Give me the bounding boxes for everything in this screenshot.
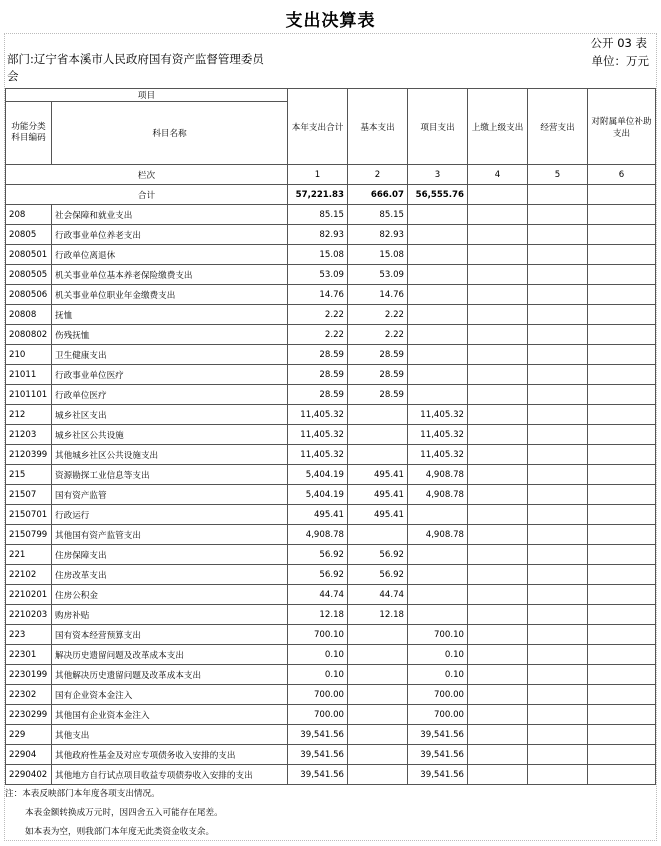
row-subject: 行政单位离退休 <box>52 245 288 265</box>
row-value <box>528 705 588 725</box>
row-value <box>348 645 408 665</box>
row-value <box>468 345 528 365</box>
row-subject: 抚恤 <box>52 305 288 325</box>
row-value <box>468 525 528 545</box>
row-value: 56.92 <box>348 565 408 585</box>
row-value: 44.74 <box>288 585 348 605</box>
row-value <box>408 245 468 265</box>
table-row <box>6 245 656 265</box>
row-value <box>468 665 528 685</box>
row-value <box>408 285 468 305</box>
row-value <box>588 365 656 385</box>
row-value <box>528 505 588 525</box>
row-subject: 其他城乡社区公共设施支出 <box>52 445 288 465</box>
row-value <box>528 445 588 465</box>
row-value: 44.74 <box>348 585 408 605</box>
row-value: 56.92 <box>288 545 348 565</box>
table-row <box>6 445 656 465</box>
row-code: 2080506 <box>6 285 52 305</box>
row-value <box>588 545 656 565</box>
row-value: 700.00 <box>288 705 348 725</box>
row-code: 2290402 <box>6 765 52 785</box>
row-value <box>408 365 468 385</box>
row-value: 28.59 <box>348 345 408 365</box>
row-value <box>528 585 588 605</box>
colnum-cell: 3 <box>408 165 468 185</box>
row-value <box>588 685 656 705</box>
row-subject: 机关事业单位基本养老保险缴费支出 <box>52 265 288 285</box>
row-code: 2080505 <box>6 265 52 285</box>
table-row <box>6 605 656 625</box>
colnum-cell: 6 <box>588 165 656 185</box>
table-row <box>6 305 656 325</box>
row-value <box>408 605 468 625</box>
row-value <box>468 505 528 525</box>
row-value <box>528 265 588 285</box>
row-value <box>468 625 528 645</box>
row-value: 495.41 <box>348 485 408 505</box>
row-code: 22301 <box>6 645 52 665</box>
table-row <box>6 505 656 525</box>
row-code: 21203 <box>6 425 52 445</box>
row-value <box>588 345 656 365</box>
row-value: 15.08 <box>348 245 408 265</box>
row-value: 11,405.32 <box>288 425 348 445</box>
row-value <box>468 205 528 225</box>
row-value <box>588 505 656 525</box>
colnum-cell: 2 <box>348 165 408 185</box>
row-value <box>468 265 528 285</box>
row-value <box>468 405 528 425</box>
row-value <box>468 565 528 585</box>
row-value <box>588 445 656 465</box>
row-value <box>588 285 656 305</box>
row-code: 21011 <box>6 365 52 385</box>
row-value <box>588 325 656 345</box>
table-row <box>6 325 656 345</box>
row-value: 2.22 <box>288 305 348 325</box>
row-subject: 住房公积金 <box>52 585 288 605</box>
row-subject: 国有资本经营预算支出 <box>52 625 288 645</box>
row-value <box>348 665 408 685</box>
row-value: 39,541.56 <box>408 745 468 765</box>
row-value: 39,541.56 <box>288 725 348 745</box>
row-value <box>528 625 588 645</box>
row-value <box>528 425 588 445</box>
row-code: 21507 <box>6 485 52 505</box>
row-value <box>588 765 656 785</box>
sum-cell: 666.07 <box>348 185 408 205</box>
header-func-code: 功能分类科目编码 <box>6 102 52 165</box>
row-value <box>588 265 656 285</box>
notes <box>5 785 655 842</box>
sum-cell <box>588 185 656 205</box>
row-value <box>468 445 528 465</box>
row-subject: 行政事业单位养老支出 <box>52 225 288 245</box>
row-code: 2230299 <box>6 705 52 725</box>
row-value: 11,405.32 <box>288 405 348 425</box>
row-value <box>408 225 468 245</box>
table-row <box>6 425 656 445</box>
row-value <box>408 505 468 525</box>
row-value <box>528 565 588 585</box>
row-value <box>468 465 528 485</box>
row-value <box>348 705 408 725</box>
header-basic: 基本支出 <box>348 89 408 165</box>
row-value <box>468 425 528 445</box>
row-code: 22302 <box>6 685 52 705</box>
row-value: 28.59 <box>288 345 348 365</box>
row-value: 4,908.78 <box>408 485 468 505</box>
table-row <box>6 665 656 685</box>
row-value: 39,541.56 <box>408 765 468 785</box>
row-value: 85.15 <box>288 205 348 225</box>
row-value <box>588 705 656 725</box>
table-row <box>6 265 656 285</box>
table-row <box>6 725 656 745</box>
row-value <box>468 685 528 705</box>
row-value <box>528 765 588 785</box>
row-subject: 行政单位医疗 <box>52 385 288 405</box>
row-value <box>468 385 528 405</box>
row-value <box>468 485 528 505</box>
row-value: 28.59 <box>348 365 408 385</box>
row-code: 22904 <box>6 745 52 765</box>
row-value: 53.09 <box>348 265 408 285</box>
header-subject: 科目名称 <box>52 102 288 165</box>
row-value: 14.76 <box>348 285 408 305</box>
row-subject: 其他支出 <box>52 725 288 745</box>
unit-label: 单位：万元 <box>591 54 649 68</box>
row-subject: 解决历史遗留问题及改革成本支出 <box>52 645 288 665</box>
table-row <box>6 525 656 545</box>
row-value: 56.92 <box>348 545 408 565</box>
row-value: 495.41 <box>288 505 348 525</box>
row-code: 20805 <box>6 225 52 245</box>
table-code: 公开 03 表 <box>590 36 647 50</box>
row-subject: 行政事业单位医疗 <box>52 365 288 385</box>
row-value <box>408 265 468 285</box>
row-value <box>528 485 588 505</box>
row-value: 700.00 <box>288 685 348 705</box>
row-value: 700.10 <box>408 625 468 645</box>
row-subject: 购房补贴 <box>52 605 288 625</box>
row-code: 2210203 <box>6 605 52 625</box>
row-value: 28.59 <box>288 365 348 385</box>
row-value <box>348 445 408 465</box>
row-value <box>348 725 408 745</box>
table-row <box>6 285 656 305</box>
row-value <box>528 285 588 305</box>
colnum-cell: 1 <box>288 165 348 185</box>
row-value <box>348 765 408 785</box>
row-subject: 住房改革支出 <box>52 565 288 585</box>
row-value: 28.59 <box>288 385 348 405</box>
sum-row <box>6 185 656 205</box>
table-row <box>6 485 656 505</box>
row-code: 2080501 <box>6 245 52 265</box>
row-value: 0.10 <box>408 645 468 665</box>
row-subject: 其他国有资产监管支出 <box>52 525 288 545</box>
row-value <box>528 345 588 365</box>
table-row <box>6 385 656 405</box>
row-value <box>408 325 468 345</box>
sum-cell <box>528 185 588 205</box>
row-value <box>588 305 656 325</box>
note-line: 如本表为空，则我部门本年度无此类资金收支余。 <box>25 827 215 837</box>
row-subject: 城乡社区支出 <box>52 405 288 425</box>
row-subject: 其他政府性基金及对应专项债务收入安排的支出 <box>52 745 288 765</box>
row-value <box>528 545 588 565</box>
row-value <box>468 285 528 305</box>
row-value <box>528 465 588 485</box>
row-value <box>528 245 588 265</box>
row-value: 700.00 <box>408 705 468 725</box>
row-value <box>588 645 656 665</box>
row-value: 14.76 <box>288 285 348 305</box>
row-value: 12.18 <box>288 605 348 625</box>
row-value: 12.18 <box>348 605 408 625</box>
row-value: 0.10 <box>288 665 348 685</box>
row-value: 4,908.78 <box>288 525 348 545</box>
row-value <box>468 585 528 605</box>
row-value <box>528 385 588 405</box>
row-value <box>528 645 588 665</box>
row-value <box>528 225 588 245</box>
row-subject: 伤残抚恤 <box>52 325 288 345</box>
table-row <box>6 465 656 485</box>
row-value <box>348 745 408 765</box>
row-code: 2230199 <box>6 665 52 685</box>
table-row <box>6 565 656 585</box>
row-value: 5,404.19 <box>288 465 348 485</box>
expenditure-table <box>5 88 656 785</box>
row-value <box>588 405 656 425</box>
row-code: 221 <box>6 545 52 565</box>
department-name: 部门:辽宁省本溪市人民政府国有资产监督管理委员会 <box>7 52 264 83</box>
row-value <box>588 585 656 605</box>
row-value <box>588 665 656 685</box>
header-total: 本年支出合计 <box>288 89 348 165</box>
row-value: 15.08 <box>288 245 348 265</box>
row-code: 2120399 <box>6 445 52 465</box>
sum-cell <box>468 185 528 205</box>
row-value: 2.22 <box>348 325 408 345</box>
row-value: 4,908.78 <box>408 465 468 485</box>
header-item: 项目 <box>6 89 288 102</box>
row-value <box>528 685 588 705</box>
row-value <box>408 345 468 365</box>
row-value <box>348 625 408 645</box>
row-value <box>588 745 656 765</box>
row-value <box>348 525 408 545</box>
row-value <box>408 305 468 325</box>
row-value <box>528 745 588 765</box>
table-row <box>6 545 656 565</box>
row-value: 4,908.78 <box>408 525 468 545</box>
row-value <box>588 565 656 585</box>
row-value: 495.41 <box>348 505 408 525</box>
row-value <box>468 365 528 385</box>
row-value <box>588 605 656 625</box>
row-value <box>528 725 588 745</box>
table-row <box>6 585 656 605</box>
row-subject: 其他地方自行试点项目收益专项债券收入安排的支出 <box>52 765 288 785</box>
sum-label: 合计 <box>6 185 288 205</box>
row-value <box>528 605 588 625</box>
row-value <box>348 425 408 445</box>
table-row <box>6 365 656 385</box>
table-row <box>6 405 656 425</box>
row-value <box>588 525 656 545</box>
page-title: 支出决算表 <box>285 11 376 31</box>
row-value <box>588 205 656 225</box>
row-value <box>468 765 528 785</box>
row-code: 210 <box>6 345 52 365</box>
row-value <box>408 585 468 605</box>
row-value <box>468 325 528 345</box>
row-value: 5,404.19 <box>288 485 348 505</box>
table-row <box>6 645 656 665</box>
row-code: 20808 <box>6 305 52 325</box>
row-value <box>588 465 656 485</box>
sum-cell: 57,221.83 <box>288 185 348 205</box>
row-code: 2150799 <box>6 525 52 545</box>
row-value: 11,405.32 <box>288 445 348 465</box>
row-code: 2101101 <box>6 385 52 405</box>
row-code: 208 <box>6 205 52 225</box>
row-value <box>528 305 588 325</box>
row-value <box>528 665 588 685</box>
row-value: 700.10 <box>288 625 348 645</box>
table-row <box>6 705 656 725</box>
row-code: 212 <box>6 405 52 425</box>
table-row <box>6 745 656 765</box>
row-value <box>588 625 656 645</box>
row-subject: 机关事业单位职业年金缴费支出 <box>52 285 288 305</box>
colnum-cell: 5 <box>528 165 588 185</box>
row-value <box>408 385 468 405</box>
row-subject: 国有资产监管 <box>52 485 288 505</box>
row-code: 22102 <box>6 565 52 585</box>
row-value <box>588 385 656 405</box>
row-code: 2210201 <box>6 585 52 605</box>
row-subject: 社会保障和就业支出 <box>52 205 288 225</box>
row-code: 215 <box>6 465 52 485</box>
row-code: 2080802 <box>6 325 52 345</box>
table-row <box>6 765 656 785</box>
row-value <box>468 545 528 565</box>
row-value: 2.22 <box>288 325 348 345</box>
row-subject: 其他国有企业资本金注入 <box>52 705 288 725</box>
table-row <box>6 225 656 245</box>
colnum-cell: 4 <box>468 165 528 185</box>
row-value: 495.41 <box>348 465 408 485</box>
row-value <box>468 725 528 745</box>
row-value: 82.93 <box>348 225 408 245</box>
row-value <box>348 405 408 425</box>
row-value <box>468 245 528 265</box>
row-value <box>408 545 468 565</box>
table-row <box>6 625 656 645</box>
row-value: 0.10 <box>288 645 348 665</box>
row-value <box>528 405 588 425</box>
row-value <box>468 745 528 765</box>
header-project: 项目支出 <box>408 89 468 165</box>
row-value <box>468 645 528 665</box>
row-value: 2.22 <box>348 305 408 325</box>
row-value <box>588 485 656 505</box>
row-value <box>528 525 588 545</box>
row-value: 53.09 <box>288 265 348 285</box>
row-value <box>528 325 588 345</box>
row-subject: 资源勘探工业信息等支出 <box>52 465 288 485</box>
row-value <box>528 365 588 385</box>
row-value <box>468 305 528 325</box>
colnum-row <box>6 165 656 185</box>
header-subsidy: 对附属单位补助支出 <box>588 89 656 165</box>
row-value: 11,405.32 <box>408 405 468 425</box>
row-code: 2150701 <box>6 505 52 525</box>
row-value: 82.93 <box>288 225 348 245</box>
row-value <box>588 225 656 245</box>
sum-cell: 56,555.76 <box>408 185 468 205</box>
row-value: 56.92 <box>288 565 348 585</box>
table-row <box>6 205 656 225</box>
row-value: 11,405.32 <box>408 425 468 445</box>
row-value: 85.15 <box>348 205 408 225</box>
table-row <box>6 685 656 705</box>
row-value <box>408 565 468 585</box>
row-value: 39,541.56 <box>288 765 348 785</box>
row-value: 0.10 <box>408 665 468 685</box>
row-value <box>408 205 468 225</box>
row-value <box>528 205 588 225</box>
row-subject: 住房保障支出 <box>52 545 288 565</box>
note-line: 注：本表反映部门本年度各项支出情况。 <box>5 789 160 799</box>
row-subject: 行政运行 <box>52 505 288 525</box>
row-subject: 城乡社区公共设施 <box>52 425 288 445</box>
row-value: 11,405.32 <box>408 445 468 465</box>
colnum-label: 栏次 <box>6 165 288 185</box>
row-code: 223 <box>6 625 52 645</box>
row-subject: 卫生健康支出 <box>52 345 288 365</box>
row-subject: 其他解决历史遗留问题及改革成本支出 <box>52 665 288 685</box>
row-value <box>468 705 528 725</box>
row-value: 39,541.56 <box>288 745 348 765</box>
header-operation: 经营支出 <box>528 89 588 165</box>
row-subject: 国有企业资本金注入 <box>52 685 288 705</box>
note-line: 本表金额转换成万元时，因四舍五入可能存在尾差。 <box>25 808 223 818</box>
row-code: 229 <box>6 725 52 745</box>
row-value <box>468 225 528 245</box>
row-value <box>468 605 528 625</box>
table-row <box>6 345 656 365</box>
row-value: 700.00 <box>408 685 468 705</box>
row-value: 39,541.56 <box>408 725 468 745</box>
row-value <box>348 685 408 705</box>
header-upper: 上缴上级支出 <box>468 89 528 165</box>
row-value <box>588 425 656 445</box>
row-value: 28.59 <box>348 385 408 405</box>
row-value <box>588 245 656 265</box>
row-value <box>588 725 656 745</box>
